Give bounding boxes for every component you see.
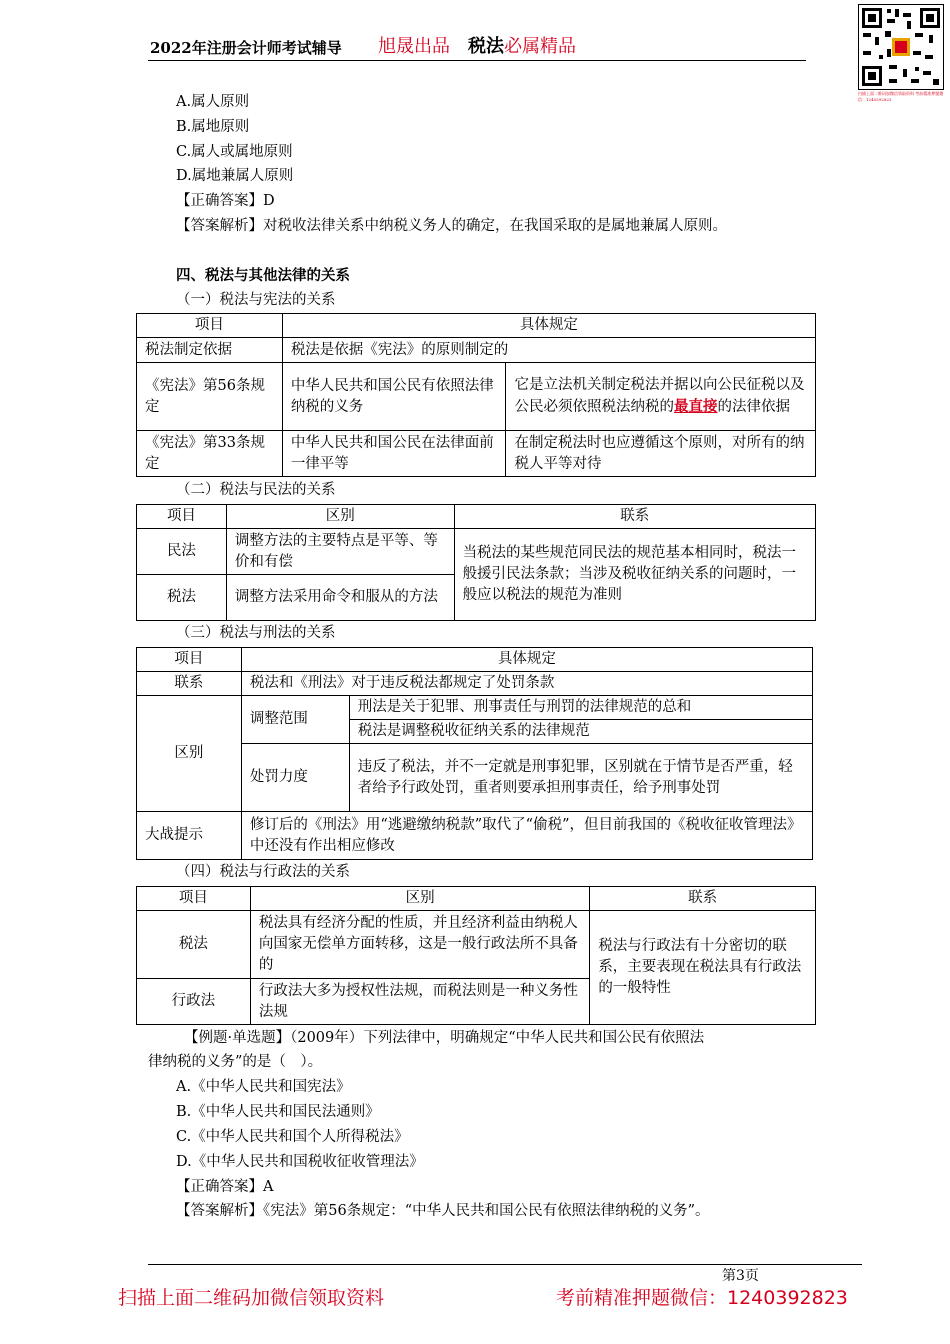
q2-option-d: D.《中华人民共和国税收征收管理法》 — [176, 1154, 424, 1170]
header-brand: 旭晟出品 税法必属精品 — [378, 36, 576, 57]
q2-stem-line1: 【例题·单选题】（2009年）下列法律中，明确规定“中华人民共和国公民有依照法 — [184, 1030, 705, 1046]
s3-header-item: 项目 — [137, 648, 242, 672]
s2-r2-item: 税法 — [137, 575, 227, 621]
s3-link-rule: 税法和《刑法》对于违反税法都规定了处罚条款 — [241, 672, 812, 696]
q1-option-d: D.属地兼属人原则 — [176, 168, 294, 184]
s1-r1-item: 税法制定依据 — [137, 338, 283, 363]
s1-r3-note: 在制定税法时也应遵循这个原则，对所有的纳税人平等对待 — [506, 431, 816, 477]
footer-promo-right: 考前精准押题微信：1240392823 — [556, 1287, 848, 1309]
q1-answer: 【正确答案】D — [176, 193, 275, 209]
q2-answer: 【正确答案】A — [176, 1179, 274, 1195]
s3-heading: （三）税法与刑法的关系 — [176, 625, 336, 641]
s3-penalty-text: 违反了税法，并不一定就是刑事犯罪，区别就在于情节是否严重，轻者给予行政处罚，重者则要承担刑事责任，给予刑事处罚 — [349, 744, 812, 812]
s2-r2-diff: 调整方法采用命令和服从的方法 — [226, 575, 454, 621]
constitution-table — [136, 313, 816, 477]
s4-r2-diff: 行政法大多为授权性法规，而税法则是一种义务性法规 — [250, 979, 589, 1025]
s1-r3-item: 《宪法》第33条规定 — [137, 431, 283, 477]
q2-stem-line2: 律纳税的义务”的是（ ）。 — [148, 1054, 323, 1070]
footer-rule — [148, 1264, 862, 1265]
s1-r2-item: 《宪法》第56条规定 — [137, 363, 283, 431]
s4-heading: （四）税法与行政法的关系 — [176, 864, 350, 880]
s4-link: 税法与行政法有十分密切的联系，主要表现在税法具有行政法的一般特性 — [590, 911, 816, 1025]
s1-r3-rule: 中华人民共和国公民在法律面前一律平等 — [282, 431, 506, 477]
footer-promo-left: 扫描上面二维码加微信领取资料 — [118, 1287, 385, 1309]
s2-link: 当税法的某些规范同民法的规范基本相同时，税法一般援引民法条款；当涉及税收征纳关系的问题时，一般应以税法的规范为准则 — [454, 529, 815, 621]
s1-r2-rule: 中华人民共和国公民有依照法律纳税的义务 — [282, 363, 506, 431]
qr-caption: 扫描上面二维码加微信领取资料 考前精准押题微信：1240392823 — [858, 91, 944, 102]
s3-scope-2: 税法是调整税收征纳关系的法律规范 — [349, 720, 812, 744]
s3-tip-text: 修订后的《刑法》用“逃避缴纳税款”取代了“偷税”，但目前我国的《税收征收管理法》中还没有作出相应修改 — [241, 812, 812, 860]
s4-header-link: 联系 — [590, 887, 816, 911]
q2-option-b: B.《中华人民共和国民法通则》 — [176, 1104, 380, 1120]
s2-r1-diff: 调整方法的主要特点是平等、等价和有偿 — [226, 529, 454, 575]
s3-link-item: 联系 — [137, 672, 242, 696]
admin-law-table — [136, 886, 816, 1025]
qr-code-icon — [858, 4, 944, 90]
q2-option-a: A.《中华人民共和国宪法》 — [176, 1079, 351, 1095]
civil-law-table — [136, 504, 816, 621]
s3-scope-label: 调整范围 — [241, 696, 349, 744]
section-title: 四、税法与其他法律的关系 — [176, 267, 350, 284]
s1-header-item: 项目 — [137, 314, 283, 338]
s3-penalty-label: 处罚力度 — [241, 744, 349, 812]
s3-tip-item: 大战提示 — [137, 812, 242, 860]
s1-r2-note: 它是立法机关制定税法并据以向公民征税以及公民必须依照税法纳税的最直接的法律依据 — [506, 363, 816, 431]
q2-option-c: C.《中华人民共和国个人所得税法》 — [176, 1129, 409, 1145]
s2-header-item: 项目 — [137, 505, 227, 529]
q1-option-b: B.属地原则 — [176, 119, 250, 135]
s1-r1-rule: 税法是依据《宪法》的原则制定的 — [282, 338, 815, 363]
header-rule — [148, 60, 806, 61]
s3-scope-1: 刑法是关于犯罪、刑事责任与刑罚的法律规范的总和 — [349, 696, 812, 720]
s4-r2-item: 行政法 — [137, 979, 251, 1025]
emphasis-text: 最直接 — [673, 398, 718, 416]
q1-analysis: 【答案解析】对税收法律关系中纳税义务人的确定，在我国采取的是属地兼属人原则。 — [176, 218, 727, 234]
q2-analysis: 【答案解析】《宪法》第56条规定：“中华人民共和国公民有依照法律纳税的义务”。 — [176, 1203, 710, 1219]
s4-r1-item: 税法 — [137, 911, 251, 979]
criminal-law-table — [136, 647, 813, 860]
page-number: 第3页 — [722, 1268, 759, 1284]
s2-header-link: 联系 — [454, 505, 815, 529]
header-title: 2022年注册会计师考试辅导 — [150, 39, 342, 57]
s1-heading: （一）税法与宪法的关系 — [176, 292, 336, 308]
q1-option-a: A.属人原则 — [176, 94, 250, 110]
s2-heading: （二）税法与民法的关系 — [176, 482, 336, 498]
q1-option-c: C.属人或属地原则 — [176, 144, 293, 160]
s2-r1-item: 民法 — [137, 529, 227, 575]
s4-r1-diff: 税法具有经济分配的性质，并且经济利益由纳税人向国家无偿单方面转移，这是一般行政法所不具备的 — [250, 911, 589, 979]
s4-header-item: 项目 — [137, 887, 251, 911]
s4-header-diff: 区别 — [250, 887, 589, 911]
s1-header-rule: 具体规定 — [282, 314, 815, 338]
s3-header-rule: 具体规定 — [241, 648, 812, 672]
s3-diff-item: 区别 — [137, 696, 242, 812]
s2-header-diff: 区别 — [226, 505, 454, 529]
